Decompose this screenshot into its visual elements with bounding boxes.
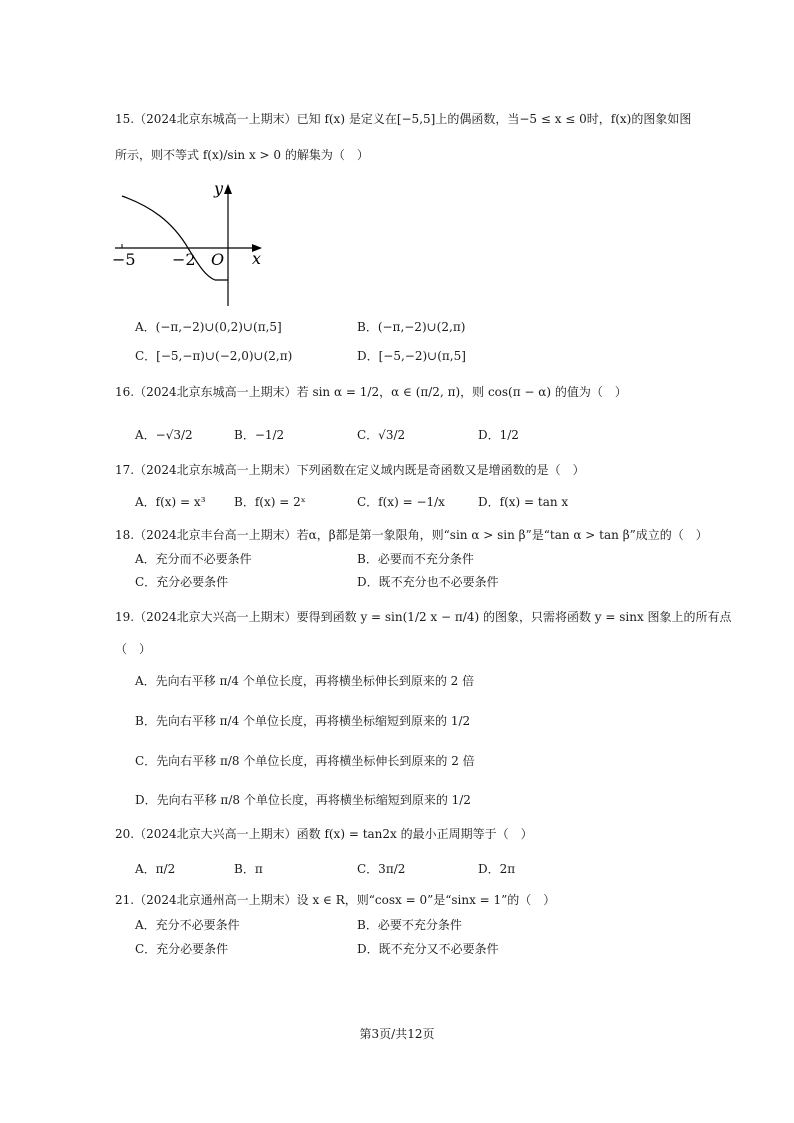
q17-option-d: D．f(x) = tan x bbox=[478, 495, 569, 509]
q20-option-c: C．3π/2 bbox=[357, 862, 406, 876]
y-axis-arrow-icon bbox=[224, 184, 232, 194]
tick-label-neg2: −2 bbox=[172, 250, 196, 269]
q16-option-a: A．−√3/2 bbox=[135, 428, 193, 442]
q15-stem-line2: 所示，则不等式 f(x)/sin x > 0 的解集为（ ） bbox=[115, 148, 369, 162]
q17-option-b: B．f(x) = 2ˣ bbox=[234, 495, 306, 509]
q19-option-b: B．先向右平移 π/4 个单位长度，再将横坐标缩短到原来的 1/2 bbox=[135, 714, 471, 728]
q21-option-c: C．充分必要条件 bbox=[135, 942, 229, 956]
q21-option-b: B．必要不充分条件 bbox=[357, 918, 462, 932]
q21-option-a: A．充分不必要条件 bbox=[135, 918, 240, 932]
q15-option-a: A．(−π,−2)∪(0,2)∪(π,5] bbox=[135, 320, 282, 334]
q16-stem: 16.（2024北京东城高一上期末）若 sin α = 1/2，α ∈ (π/2, π)，则 cos(π − α) 的值为（ ） bbox=[115, 385, 627, 399]
q15-option-d: D．[−5,−2)∪(π,5] bbox=[357, 349, 466, 363]
q15-option-b: B．(−π,−2)∪(2,π) bbox=[357, 320, 466, 334]
q20-option-b: B．π bbox=[234, 862, 263, 876]
q18-option-c: C．充分必要条件 bbox=[135, 575, 229, 589]
q18-option-d: D．既不充分也不必要条件 bbox=[357, 575, 499, 589]
q19-option-a: A．先向右平移 π/4 个单位长度，再将横坐标伸长到原来的 2 倍 bbox=[135, 674, 475, 688]
q17-option-a: A．f(x) = x³ bbox=[135, 495, 206, 509]
q16-option-d: D．1/2 bbox=[478, 428, 519, 442]
q15-function-graph bbox=[110, 176, 270, 306]
q15-option-c: C．[−5,−π)∪(−2,0)∪(2,π) bbox=[135, 349, 293, 363]
q19-stem-line2: （ ） bbox=[115, 642, 152, 656]
q21-option-d: D．既不充分又不必要条件 bbox=[357, 942, 499, 956]
y-axis-label: y bbox=[214, 179, 224, 198]
q19-option-d: D．先向右平移 π/8 个单位长度，再将横坐标缩短到原来的 1/2 bbox=[135, 793, 471, 807]
q17-option-c: C．f(x) = −1/x bbox=[357, 495, 445, 509]
page-footer: 第3页/共12页 bbox=[359, 1027, 435, 1041]
tick-label-neg5: −5 bbox=[112, 250, 136, 269]
q17-stem: 17.（2024北京东城高一上期末）下列函数在定义域内既是奇函数又是增函数的是（ ） bbox=[115, 463, 585, 477]
q18-option-a: A．充分而不必要条件 bbox=[135, 552, 252, 566]
q18-option-b: B．必要而不充分条件 bbox=[357, 552, 474, 566]
q21-stem: 21.（2024北京通州高一上期末）设 x ∈ R，则“cosx = 0”是“sinx = 1”的（ ） bbox=[115, 893, 556, 907]
q16-option-c: C．√3/2 bbox=[357, 428, 406, 442]
q18-stem: 18.（2024北京丰台高一上期末）若α，β都是第一象限角，则“sin α > sin β”是“tan α > tan β”成立的（ ） bbox=[115, 528, 708, 542]
q20-option-a: A．π/2 bbox=[135, 862, 176, 876]
q20-stem: 20.（2024北京大兴高一上期末）函数 f(x) = tan2x 的最小正周期等于（ ） bbox=[115, 827, 533, 841]
q16-option-b: B．−1/2 bbox=[234, 428, 285, 442]
q19-stem-line1: 19.（2024北京大兴高一上期末）要得到函数 y = sin(1/2 x − π/4) 的图象，只需将函数 y = sinx 图象上的所有点 bbox=[115, 610, 732, 624]
q19-option-c: C．先向右平移 π/8 个单位长度，再将横坐标伸长到原来的 2 倍 bbox=[135, 754, 475, 768]
origin-label: O bbox=[211, 250, 225, 269]
q20-option-d: D．2π bbox=[478, 862, 516, 876]
x-axis-label: x bbox=[252, 249, 262, 268]
q15-stem-line1: 15.（2024北京东城高一上期末）已知 f(x) 是定义在[−5,5]上的偶函数，当−5 ≤ x ≤ 0时，f(x)的图象如图 bbox=[115, 112, 692, 126]
